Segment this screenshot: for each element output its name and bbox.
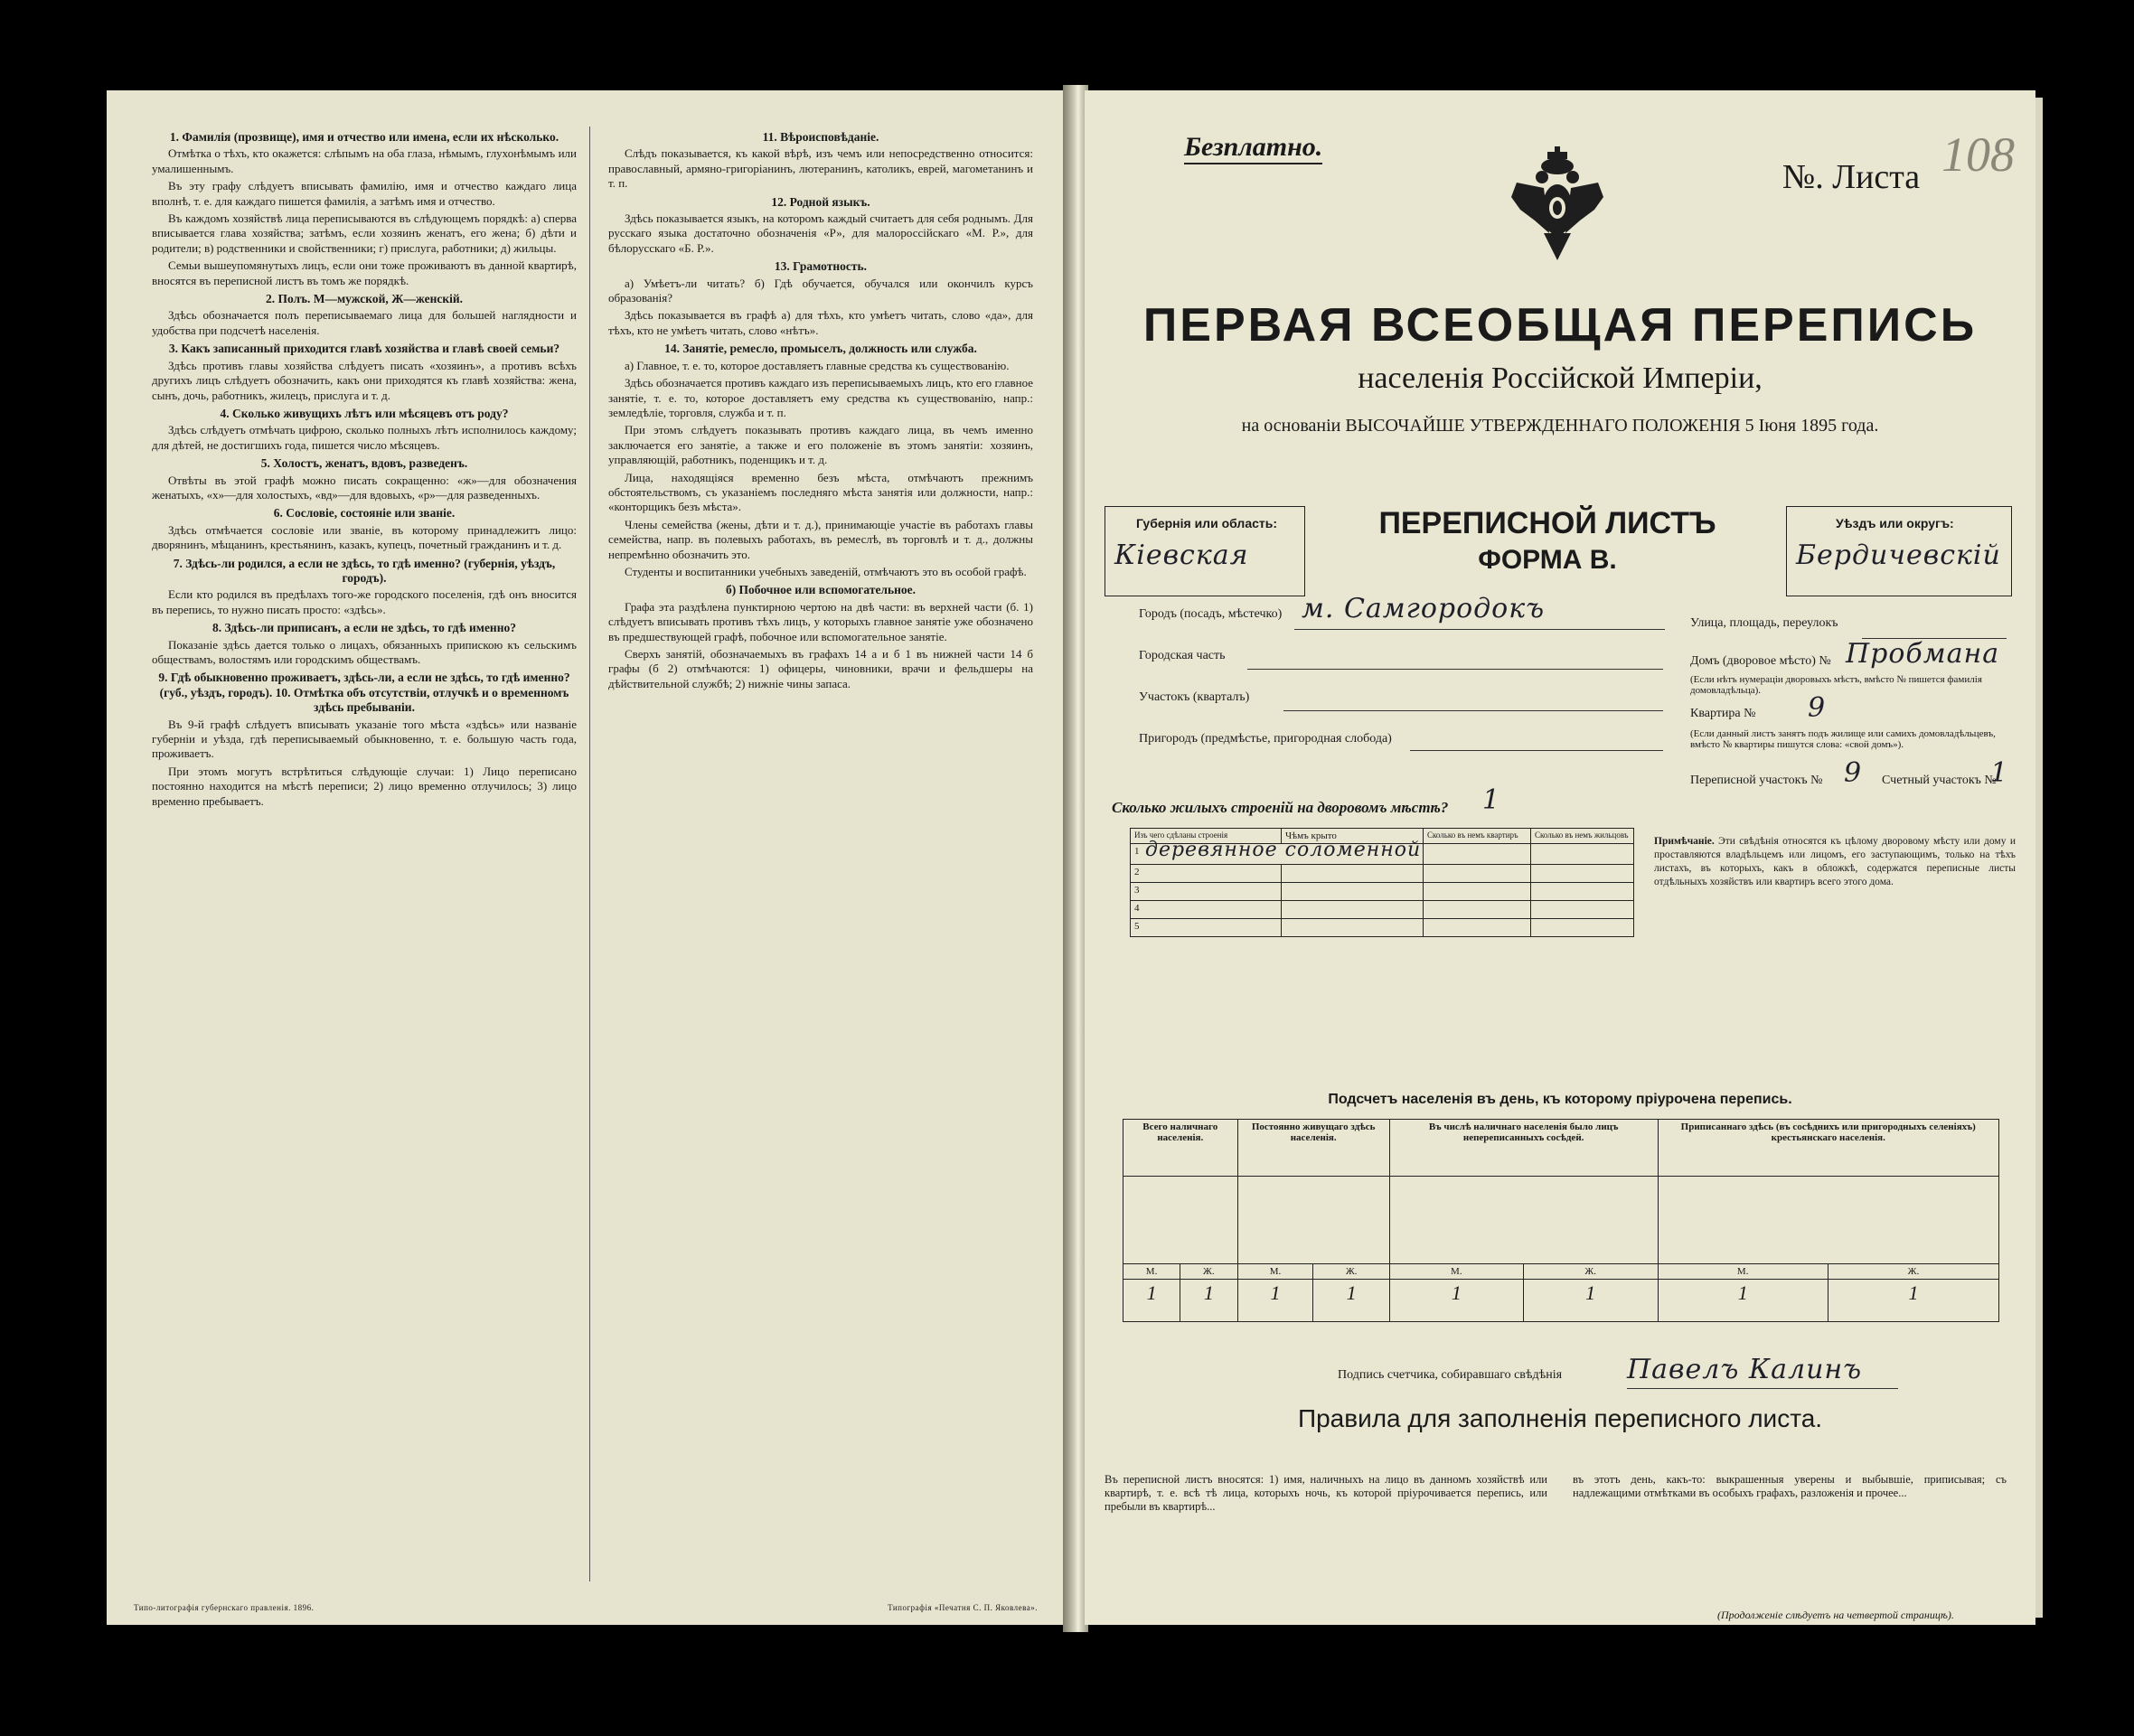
paragraph: Здѣсь показывается языкъ, на которомъ каждый считаетъ для себя роднымъ. Для русскаго языка достаточно обозначенія «Р», для малороссійскаго «М. Р.», для бѣлорусскаго «Б. Р.».: [608, 211, 1033, 255]
page-edges: [2035, 98, 2043, 1618]
count-title: Подсчетъ населенія въ день, къ которому пріурочена перепись.: [1328, 1092, 1792, 1107]
section-heading: 4. Сколько живущихъ лѣтъ или мѣсяцевъ отъ роду?: [220, 406, 509, 420]
count-sub-m: М.: [1237, 1264, 1313, 1280]
count-value: 1: [1389, 1280, 1523, 1322]
apartment-value: 9: [1808, 692, 1827, 724]
row-number: 1: [1134, 846, 1140, 857]
form-title: [1303, 506, 1791, 576]
sheet-number-handwritten: 108: [1941, 127, 2015, 182]
section-heading: 13. Грамотность.: [774, 259, 868, 274]
table-header: Чѣмъ крыто: [1282, 829, 1424, 844]
note-label: Примѣчаніе.: [1654, 836, 1715, 847]
district-label: Уѣздъ или округъ:: [1836, 516, 1954, 530]
paragraph: Если кто родился въ предѣлахъ того-же городского поселенія, гдѣ онъ вносится въ перепись, то нужно писать просто: «здѣсь».: [152, 587, 577, 616]
table-header: Сколько въ немъ квартиръ: [1424, 829, 1531, 844]
table-row: [1131, 919, 1634, 937]
section-heading: 7. Здѣсь-ли родился, а если не здѣсь, то гдѣ именно? (губернія, уѣздъ, городъ).: [173, 556, 556, 585]
count-sub-f: Ж.: [1180, 1264, 1237, 1280]
imprint-left: Типо-литографія губернскаго правленія. 1896.: [134, 1603, 315, 1612]
rules-column-right: въ этотъ день, какъ-то: выкрашенныя уверены и выбывшіе, приписывая; съ надлежащими отмѣтками въ особыхъ графахъ, разложенія и прочее...: [1573, 1473, 2007, 1499]
signature-value: Павелъ Калинъ: [1627, 1354, 1863, 1385]
section-heading: 5. Холостъ, женатъ, вдовъ, разведенъ.: [260, 456, 468, 471]
form-title-line1: ПЕРЕПИСНОЙ ЛИСТЪ: [1378, 506, 1716, 540]
table-header: Приписаннаго здѣсь (въ сосѣднихъ или пригородныхъ селеніяхъ) крестьянскаго населенія.: [1658, 1120, 1999, 1177]
table-row: [1131, 901, 1634, 919]
sector-label: Участокъ (кварталъ): [1139, 690, 1250, 704]
imperial-eagle-icon: [1508, 146, 1607, 262]
count-value: 1: [1523, 1280, 1658, 1322]
free-label: Безплатно.: [1184, 132, 1322, 164]
table-header: Изъ чего сдѣланы строенія: [1131, 829, 1282, 844]
population-count-table: [1123, 1119, 1999, 1322]
city-part-line: [1247, 669, 1663, 670]
section-heading: 8. Здѣсь-ли приписанъ, а если не здѣсь, то гдѣ именно?: [212, 621, 516, 635]
count-value: 1: [1313, 1280, 1389, 1322]
section-heading: 9. Гдѣ обыкновенно проживаетъ, здѣсь-ли, а если не здѣсь, то гдѣ именно? (губ., уѣздъ, городъ). 10. Отмѣтка объ отсутствіи, отлучкѣ и о временномъ здѣсь пребываніи.: [158, 671, 570, 715]
paragraph: Здѣсь противъ главы хозяйства слѣдуетъ писать «хозяинъ», а противъ всѣхъ другихъ лицъ слѣдуетъ обозначить, какъ они приходятся къ главѣ хозяйства: жена, сынъ, дочь, работникъ, жилецъ, прислуга и т. д.: [152, 358, 577, 402]
paragraph: Здѣсь обозначается противъ каждаго изъ переписываемыхъ лицъ, кто его главное занятіе, т. е. то, которое доставляетъ ему средства къ существованію, напр.: земледѣліе, торговля, служба и т. п.: [608, 376, 1033, 419]
paragraph: Лица, находящіяся временно безъ мѣста, отмѣчаютъ прежнимъ обстоятельствомъ, съ указаніемъ последняго мѣста занятія или должности, напр.: «конторщикъ безъ мѣста».: [608, 470, 1033, 514]
paragraph: Отвѣты въ этой графѣ можно писать сокращенно: «ж»—для обозначения женатыхъ, «х»—для холостыхъ, «вд»—для вдовыхъ, «р»—для разведенныхъ.: [152, 473, 577, 502]
table-header: Постоянно живущаго здѣсь населенія.: [1237, 1120, 1389, 1177]
buildings-note: [1654, 835, 2016, 889]
count-value: 1: [1828, 1280, 1998, 1322]
house-note: (Если нѣтъ нумераціи дворовыхъ мѣстъ, вмѣсто № пишется фамилія домовладѣльца).: [1690, 674, 1982, 696]
paragraph: Въ каждомъ хозяйствѣ лица переписываются въ слѣдующемъ порядкѣ: а) сперва вписывается глава хозяйства; затѣмъ, если хозяинъ женатъ, его жена; б) дѣти и родители; в) родственники и свойственники; г) прислуга, работники; д) жильцы.: [152, 211, 577, 255]
rules-title: Правила для заполненія переписного листа.: [1297, 1404, 1823, 1432]
paragraph: Графа эта раздѣлена пунктирною чертою на двѣ части: въ верхней части (б. 1) слѣдуетъ вписывать противъ тѣхъ лицъ, у которыхъ главное занятіе уже обозначено въ предшествующей графѣ, побочное или вспомогательное занятіе.: [608, 599, 1033, 643]
table-header: Сколько въ немъ жильцовъ: [1531, 829, 1634, 844]
table-row: [1123, 1177, 1999, 1264]
street-label: Улица, площадь, переулокъ: [1690, 616, 1838, 630]
count-sub-m: М.: [1389, 1264, 1523, 1280]
count-sub-m: М.: [1658, 1264, 1828, 1280]
buildings-table: [1130, 828, 1634, 937]
suburb-label: Пригородъ (предмѣстье, пригородная слобода): [1139, 732, 1392, 746]
sheet-number-label: №. Листа: [1782, 158, 1921, 196]
section-heading: б) Побочное или вспомогательное.: [725, 583, 917, 597]
right-page: [1085, 90, 2035, 1625]
count-sub-f: Ж.: [1523, 1264, 1658, 1280]
paragraph: Члены семейства (жены, дѣти и т. д.), принимающіе участіе въ работахъ главы семейства, напр. въ полевыхъ работахъ, въ ремеслѣ, въ торговлѣ и т. д., должны непремѣнно обозначить это.: [608, 517, 1033, 561]
city-part-label: Городская часть: [1139, 649, 1226, 662]
table-cell: [1131, 839, 1424, 865]
paragraph: Здѣсь отмѣчается сословіе или званіе, въ которому принадлежитъ лицо: дворянинъ, мѣщанинъ, крестьянинъ, казакъ, купецъ, почетный гражданинъ и т. д.: [152, 522, 577, 552]
building-material-value: деревянное соломенной: [1145, 839, 1422, 861]
province-box: [1105, 506, 1305, 596]
section-heading: 2. Полъ. М—мужской, Ж—женскій.: [265, 292, 464, 306]
table-row: [1131, 883, 1634, 901]
city-label: Городъ (посадъ, мѣстечко): [1139, 607, 1283, 621]
imprint-right: Типографія «Печатня С. П. Яковлева».: [888, 1603, 1038, 1612]
note-text: Эти свѣдѣнія относятся къ цѣлому дворовому мѣсту или дому и проставляются владѣльцемъ или лицомъ, его заступающимъ, только на тѣхъ листахъ, въ которыхъ, какъ в обложкѣ, содержатся переписные листы отдѣльныхъ хозяйствъ или квартиръ всего этого дома.: [1654, 836, 2016, 887]
census-subtitle: населенія Россійской Имперіи,: [1358, 361, 1763, 395]
paragraph: При этомъ слѣдуетъ показывать противъ каждаго лица, въ чемъ именно заключается его занятіе, а также и его положеніе въ этомъ занятіи: хозяинъ, управляющій, работникъ, поденщикъ и т. д.: [608, 423, 1033, 467]
paragraph: Семьи вышеупомянутыхъ лицъ, если они тоже проживаютъ въ данной квартирѣ, вносятся въ переписной листъ въ томъ же порядкѣ.: [152, 258, 577, 287]
province-label: Губернія или область:: [1136, 516, 1278, 530]
house-value: Пробмана: [1846, 638, 2000, 670]
count-district-value: 1: [1990, 757, 2009, 789]
form-title-line2: ФОРМА В.: [1478, 545, 1617, 575]
signature-label: Подпись счетчика, собиравшаго свѣдѣнія: [1338, 1368, 1563, 1382]
paragraph: Здѣсь показывается въ графѣ а) для тѣхъ, кто умѣетъ читать, слово «да», для тѣхъ, кто не умѣетъ читать, слово «нѣтъ».: [608, 308, 1033, 337]
census-legal-basis: на основаніи ВЫСОЧАЙШЕ УТВЕРЖДЕННАГО ПОЛОЖЕНІЯ 5 Іюня 1895 года.: [1241, 416, 1879, 436]
city-line: [1294, 629, 1665, 630]
section-heading: 12. Родной языкъ.: [771, 194, 870, 209]
section-heading: 6. Сословіе, состояніе или званіе.: [273, 506, 456, 521]
instructions-column-right: [608, 127, 1033, 1581]
rules-footer: (Продолженіе слѣдуетъ на четвертой страницѣ).: [1717, 1609, 1954, 1621]
paragraph: Сверхъ занятій, обозначаемыхъ въ графахъ 14 а и б 1 въ нижней части 14 б графы (б 2) отмѣчаются: 1) офицеры, чиновники, врачи и фельдшеры на дѣйствительной службѣ; 2) нижніе чины запаса.: [608, 647, 1033, 690]
city-value: м. Самгородокъ: [1302, 593, 1546, 624]
district-value: Бердичевскій: [1796, 540, 2001, 571]
paragraph: Слѣдъ показывается, къ какой вѣрѣ, изъ чемъ или непосредственно относится: православный, армяно-григоріанинъ, лютеранинъ, католикъ, еврей, магометанинъ и т. п.: [608, 146, 1033, 191]
column-divider: [589, 127, 590, 1581]
left-page: [107, 90, 1065, 1625]
sector-line: [1283, 710, 1663, 711]
row-number: 4: [1131, 901, 1282, 919]
paragraph: Студенты и воспитанники учебныхъ заведеній, отмѣчаютъ это въ особой графѣ.: [625, 564, 1027, 578]
table-header: Всего наличнаго населенія.: [1123, 1120, 1238, 1177]
district-box: [1786, 506, 2012, 596]
table-header-row: [1123, 1120, 1999, 1177]
count-sub-f: Ж.: [1313, 1264, 1389, 1280]
count-district-label: Счетный участокъ №: [1882, 774, 1997, 787]
paragraph: Здѣсь слѣдуетъ отмѣчать цифрою, сколько полныхъ лѣтъ исполнилось каждому; для дѣтей, не достигшихъ года, пишется число мѣсяцевъ.: [152, 423, 577, 452]
count-value: 1: [1123, 1280, 1180, 1322]
paragraph: а) Умѣетъ-ли читать? б) Гдѣ обучается, обучался или окончилъ курсъ образованія?: [608, 276, 1033, 305]
count-sub-m: М.: [1123, 1264, 1180, 1280]
census-title: ПЕРВАЯ ВСЕОБЩАЯ ПЕРЕПИСЬ: [1142, 299, 1978, 352]
rules-column-left: Въ переписной листъ вносятся: 1) имя, наличныхъ на лицо въ данномъ хозяйствѣ или квартирѣ, т. е. всѣ тѣ лица, которыхъ ночь, къ которой пріурочивается перепись, или пребыли въ квартирѣ...: [1105, 1473, 1547, 1513]
apartment-label: Квартира №: [1690, 707, 1756, 720]
section-heading: 1. Фамилія (прозвище), имя и отчество или имена, если их нѣсколько.: [169, 130, 559, 144]
apartment-note: (Если данный листъ занятъ подъ жилище или самихъ домовладѣльцевъ, вмѣсто № квартиры пишутся слова: «свой домъ»).: [1690, 728, 1996, 750]
section-heading: 11. Вѣроисповѣданіе.: [762, 130, 879, 144]
signature-line: [1627, 1388, 1898, 1389]
table-row: [1131, 844, 1634, 865]
section-heading: 14. Занятіе, ремесло, промыселъ, должность или служба.: [664, 342, 977, 356]
census-district-label: Переписной участокъ №: [1690, 774, 1823, 787]
count-value: 1: [1180, 1280, 1237, 1322]
paragraph: Отмѣтка о тѣхъ, кто окажется: слѣпымъ на оба глаза, нѣмымъ, глухонѣмымъ или умалишеннымъ.: [152, 146, 577, 175]
table-row: [1123, 1264, 1999, 1280]
census-district-value: 9: [1844, 757, 1863, 789]
table-cell: [1424, 844, 1531, 865]
house-label: Домъ (дворовое мѣсто) №: [1690, 654, 1831, 668]
row-number: 2: [1131, 865, 1282, 883]
paragraph: а) Главное, т. е. то, которое доставляетъ главные средства къ существованію.: [625, 358, 1010, 372]
count-value: 1: [1237, 1280, 1313, 1322]
paragraph: Въ эту графу слѣдуетъ вписывать фамилію, имя и отчество каждаго лица вполнѣ, т. е. для каждаго пишется фамилія, а затѣмъ имя и отчество.: [152, 179, 577, 208]
table-row: [1131, 865, 1634, 883]
count-value: 1: [1658, 1280, 1828, 1322]
suburb-line: [1410, 750, 1663, 751]
paragraph: При этомъ могутъ встрѣтиться слѣдующіе случаи: 1) Лицо переписано постоянно находится на мѣстѣ переписи; 2) лицо временно отлучилось; 3) лицо временно пребываетъ.: [152, 764, 577, 808]
paragraph: Показаніе здѣсь дается только о лицахъ, обязанныхъ припискою къ сельскимъ обществамъ, волостямъ или городскимъ обществамъ.: [152, 637, 577, 666]
table-header: Въ числѣ наличнаго населенія было лицъ непереписанныхъ сосѣдей.: [1389, 1120, 1658, 1177]
row-number: 5: [1131, 919, 1282, 937]
paragraph: Здѣсь обозначается полъ переписываемаго лица для большей наглядности и удобства при подсчетѣ населенія.: [152, 308, 577, 337]
row-number: 3: [1131, 883, 1282, 901]
paragraph: Въ 9-й графѣ слѣдуетъ вписывать указаніе того мѣста «здѣсь» или названіе губерніи и уѣзда, гдѣ переписываемый обыкновенно, т. е. большую часть года, проживаетъ.: [152, 717, 577, 761]
buildings-value: 1: [1482, 784, 1501, 816]
count-sub-f: Ж.: [1828, 1264, 1998, 1280]
section-heading: 3. Какъ записанный приходится главѣ хозяйства и главѣ своей семьи?: [168, 342, 560, 356]
province-value: Кіевская: [1114, 540, 1249, 571]
table-cell: [1531, 844, 1634, 865]
buildings-question: Сколько жилыхъ строеній на дворовомъ мѣстѣ?: [1112, 799, 1449, 816]
instructions-column-left: [152, 127, 577, 1581]
table-row: [1123, 1280, 1999, 1322]
